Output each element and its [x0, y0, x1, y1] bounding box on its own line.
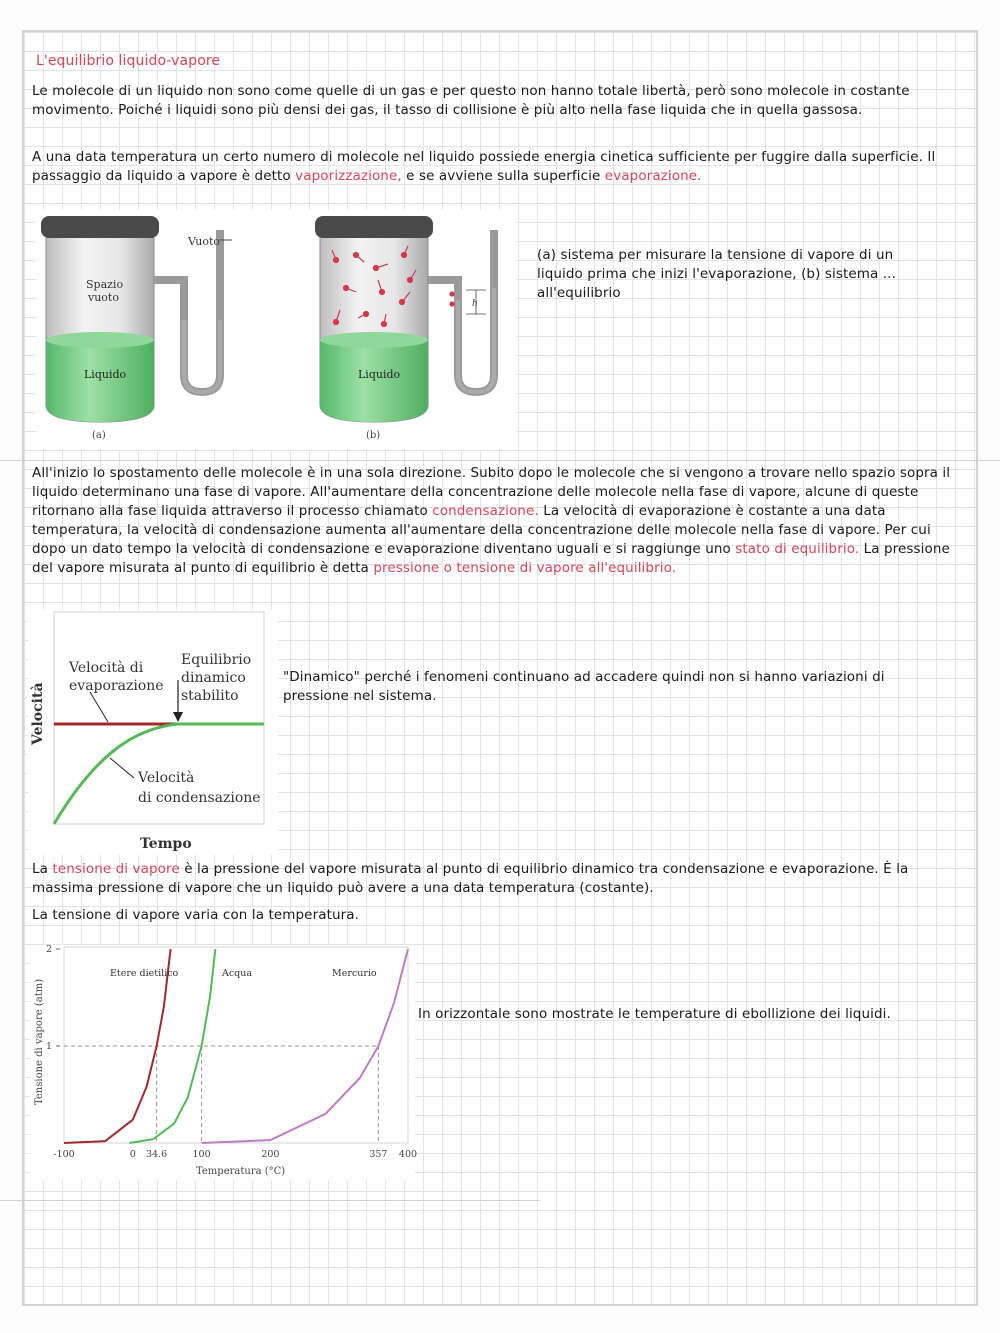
term-tensione-vapore: tensione di vapore [52, 861, 180, 877]
text: La velocità di evaporazione è costante a una data temperatura, la velocità di condensazione aumenta all'aumentare della concentrazione delle molecole nella fase di vapore. Per cui dopo un dato tempo la velocità di condensazione e evaporazione diventano uguali e si raggiunge uno [32, 503, 931, 557]
series-label: Acqua [222, 968, 253, 979]
y-axis-label: Velocità [30, 682, 46, 745]
containers-illustration [36, 210, 516, 450]
containers-caption: (a) sistema per misurare la tensione di vapore di un liquido prima che inizi l'evaporazione, (b) sistema ... all'equilibrio [537, 247, 896, 301]
term-evaporazione: evaporazione. [604, 168, 702, 184]
container-b [315, 216, 494, 422]
label-liquido-b: Liquido [358, 368, 401, 381]
text: e se avviene sulla superficie [401, 168, 605, 184]
text: La [32, 861, 53, 877]
label-evap-2: evaporazione [69, 678, 164, 694]
x-axis-label: Temperatura (°C) [196, 1166, 286, 1177]
x-tick-label: 0 [129, 1149, 136, 1160]
label-spazio: Spazio [86, 278, 124, 291]
x-axis-label: Tempo [140, 836, 192, 852]
label-b: (b) [366, 430, 381, 441]
text: La pressione del vapore misurata al punto di equilibrio è detta [32, 541, 950, 576]
label-vuoto: Vuoto [188, 235, 220, 248]
paragraph-vapor-pressure [32, 860, 952, 898]
paragraph-vaporization [32, 148, 960, 186]
label-spazio-vuoto: vuoto [88, 291, 119, 304]
vapor-pressure-chart-svg [30, 944, 418, 1180]
x-tick-label: 200 [261, 1149, 280, 1160]
paragraph-temperature: La tensione di vapore varia con la temperatura. [32, 907, 360, 923]
velocity-chart [28, 610, 278, 855]
term-tensione-equilibrio: pressione o tensione di vapore all'equilibrio. [373, 560, 677, 576]
text: A una data temperatura un certo numero di molecole nel liquido possiede energia cinetica sufficiente per fuggire dalla superficie. Il passaggio da liquido a vapore è detto [32, 149, 936, 184]
vapor-pressure-caption: In orizzontale sono mostrate le temperature di ebollizione dei liquidi. [418, 1006, 891, 1022]
term-condensazione: condensazione. [432, 503, 539, 519]
label-evap-1: Velocità di [69, 660, 144, 676]
label-liquido-a: Liquido [84, 368, 127, 381]
text: All'inizio lo spostamento delle molecole è in una sola direzione. Subito dopo le molecole che si vengono a trovare nello spazio sopra il liquido determinano una fase di vapore. All'aumentare della concentrazione delle molecole nella fase di vapore, alcune di queste ritornano alla fase liquida attraverso il processo chiamato [32, 465, 951, 519]
label-cond-2: di condensazione [138, 790, 261, 806]
y-axis-label: Tensione di vapore (atm) [34, 978, 45, 1105]
label-a: (a) [92, 430, 106, 441]
x-tick-label: -100 [53, 1149, 75, 1160]
velocity-caption: "Dinamico" perché i fenomeni continuano ad accadere quindi non si hanno variazioni di pressione nel sistema. [283, 669, 885, 704]
label-eq-3: stabilito [181, 688, 239, 704]
series-label: Mercurio [332, 968, 377, 979]
vapor-pressure-chart [30, 944, 418, 1180]
text: è la pressione del vapore misurata al punto di equilibrio dinamico tra condensazione e evaporazione. È la massima pressione di vapore che un liquido può avere a una data temperatura (costante). [32, 861, 909, 896]
series-label: Etere dietilico [110, 968, 179, 979]
x-tick-label: 100 [192, 1149, 211, 1160]
label-cond-1: Velocità [138, 770, 195, 786]
section-divider [0, 460, 1000, 461]
paragraph-liquid-molecules: Le molecole di un liquido non sono come quelle di un gas e per questo non hanno totale libertà, però sono molecole in costante movimento. Poiché i liquidi sono più densi dei gas, il tasso di collisione è più alto nella fase liquida che in quella gassosa. [32, 83, 910, 118]
y-tick-label: 1 [45, 1041, 52, 1052]
term-vaporizzazione: vaporizzazione, [295, 168, 402, 184]
section-divider [0, 1200, 540, 1201]
page-title: L'equilibrio liquido-vapore [36, 53, 221, 69]
term-stato-equilibrio: stato di equilibrio. [735, 541, 860, 557]
label-eq-2: dinamico [181, 670, 246, 686]
x-tick-label: 34.6 [146, 1149, 168, 1160]
paragraph-equilibrium [32, 464, 967, 578]
velocity-chart-svg [28, 610, 278, 855]
label-h: h [472, 299, 478, 309]
x-tick-label: 357 [369, 1149, 388, 1160]
x-tick-label: 400 [398, 1149, 418, 1160]
label-eq-1: Equilibrio [181, 652, 252, 668]
y-tick-label: 2 [45, 944, 52, 955]
containers-figure [36, 210, 516, 450]
